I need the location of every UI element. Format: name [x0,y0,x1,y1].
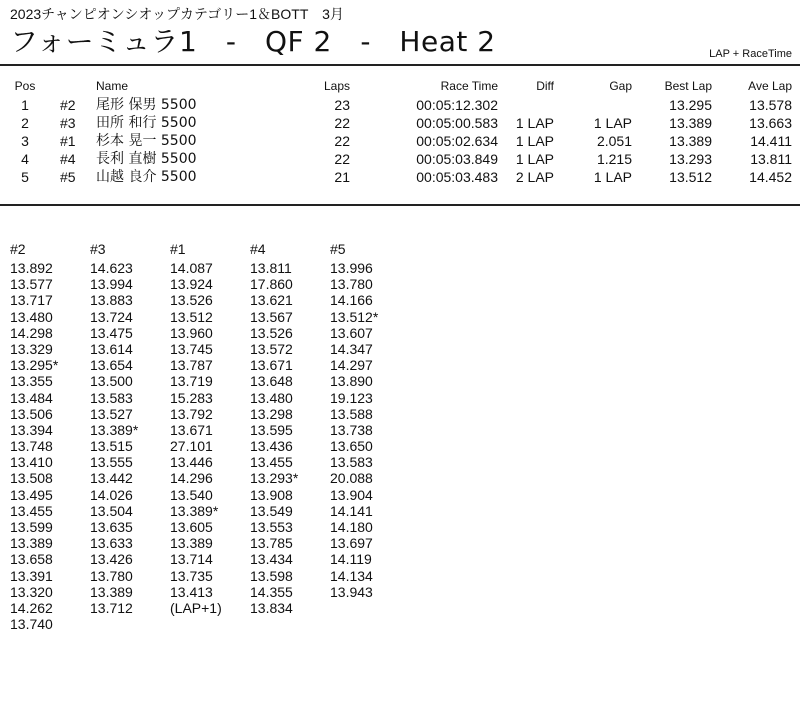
lap-time: 13.553 [250,519,293,535]
lap-time: 13.787 [170,357,213,374]
result-cell-pos: 5 [21,169,29,185]
result-cell-num: #5 [60,169,76,185]
lap-column-label: #3 [90,241,106,257]
lap-time: 13.780 [90,567,133,584]
lap-time: 13.515 [90,438,133,455]
lap-time: 13.512* [330,308,379,325]
lap-time: 13.389* [170,502,219,519]
lap-time: 13.924 [170,276,213,293]
result-cell-gap: 1.215 [596,151,632,167]
result-cell-race-time: 00:05:00.583 [416,115,498,131]
col-laps-header: Laps [323,79,350,93]
lap-time: 13.748 [10,438,53,455]
col-pos-header: Pos [14,79,36,93]
result-row [0,96,800,114]
lap-time: 14.347 [330,340,373,357]
lap-time: 13.329 [10,340,53,357]
lap-time: 13.434 [250,551,293,568]
lap-time: 13.413 [170,583,213,600]
lap-time: 13.595 [250,421,293,438]
lap-time: 14.119 [330,551,372,568]
lap-time: 13.572 [250,340,293,357]
lap-column [10,240,90,632]
lap-time: 13.890 [330,373,373,390]
lap-time: 13.389 [90,583,133,600]
lap-time: 13.583 [90,389,133,406]
lap-time: 13.811 [250,260,292,276]
lap-time: 13.455 [10,502,53,519]
lap-time: 13.745 [170,340,213,357]
lap-time: 13.583 [330,454,373,471]
lap-time: (LAP+1) [170,599,222,616]
lap-column [170,240,250,632]
lap-column-label: #1 [170,241,186,257]
lap-time: 13.512 [170,308,213,325]
lap-time: 13.567 [250,308,293,325]
lap-time: 13.295* [10,357,59,374]
lap-time: 13.484 [10,389,53,406]
lap-time: 13.436 [250,438,293,455]
lap-time: 13.389 [170,535,213,552]
lap-time: 13.298 [250,405,293,422]
lap-time: 13.426 [90,551,133,568]
lap-time: 20.088 [330,470,373,487]
lap-time: 13.614 [90,340,133,357]
result-cell-name: 尾形 保男 5500 [96,97,197,113]
result-cell-ave-lap: 14.411 [750,133,792,149]
lap-time: 13.540 [170,486,213,503]
result-row [0,114,800,132]
lap-time: 13.504 [90,502,133,519]
result-cell-race-time: 00:05:02.634 [416,133,498,149]
lap-time: 13.671 [250,357,293,374]
lap-time: 13.883 [90,292,133,309]
lap-time: 13.526 [170,292,213,309]
lap-time: 14.166 [330,292,373,309]
results-table [0,78,800,186]
result-cell-diff: 1 LAP [515,133,554,149]
lap-column-label: #4 [250,241,266,257]
results-body [0,96,800,186]
result-cell-ave-lap: 13.663 [749,115,792,131]
lap-time: 14.297 [330,357,373,374]
lap-time: 13.527 [90,405,133,422]
lap-time: 13.577 [10,276,53,293]
lap-time: 27.101 [170,438,213,455]
col-gap-header: Gap [609,79,632,93]
lap-time: 13.738 [330,421,373,438]
lap-time: 19.123 [330,389,373,406]
lap-time: 13.735 [170,567,213,584]
lap-time: 13.506 [10,405,53,422]
result-cell-pos: 1 [21,97,29,113]
result-cell-gap: 1 LAP [593,115,632,131]
result-cell-best-lap: 13.389 [669,133,712,149]
lap-time: 13.495 [10,486,53,503]
result-cell-ave-lap: 14.452 [749,169,792,185]
lap-time: 13.714 [170,551,213,568]
lap-time: 13.671 [170,421,213,438]
result-cell-laps: 21 [334,169,350,185]
lap-time: 13.607 [330,324,373,341]
lap-time: 13.892 [10,260,53,276]
lap-time: 13.697 [330,535,373,552]
lap-time: 14.134 [330,567,373,584]
lap-time: 13.442 [90,470,133,487]
result-cell-best-lap: 13.295 [669,97,712,113]
lap-time: 13.480 [10,308,53,325]
lap-time: 14.296 [170,470,213,487]
result-cell-best-lap: 13.512 [669,169,712,185]
lap-time: 14.623 [90,260,133,276]
lap-time: 13.446 [170,454,213,471]
lap-time: 13.500 [90,373,133,390]
result-cell-pos: 2 [21,115,29,131]
result-cell-name: 長利 直樹 5500 [96,151,197,167]
event-caption: 2023チャンピオンシオップカテゴリー1＆BOTT 3月 [10,6,344,22]
lap-time: 13.410 [10,454,53,471]
result-cell-name: 杉本 晃一 5500 [96,133,197,149]
lap-time: 13.588 [330,405,373,422]
result-cell-num: #3 [60,115,76,131]
col-ave-lap-header: Ave Lap [748,79,792,93]
lap-time: 13.635 [90,519,133,535]
lap-time: 13.654 [90,357,133,374]
col-diff-header: Diff [536,79,554,93]
lap-time: 13.598 [250,567,293,584]
title-divider [0,64,800,66]
lap-time: 13.780 [330,276,373,293]
page-title: フォーミュラ1 - QF 2 - Heat 2 [10,25,496,58]
lap-time: 15.283 [170,389,213,406]
result-cell-laps: 22 [334,133,350,149]
lap-time: 14.262 [10,599,53,616]
lap-time: 17.860 [250,276,293,293]
lap-time: 13.633 [90,535,133,552]
results-divider [0,204,800,206]
result-cell-race-time: 00:05:12.302 [416,97,498,113]
lap-column-label: #5 [330,241,346,257]
lap-time: 13.605 [170,519,213,535]
result-cell-diff: 1 LAP [515,151,554,167]
result-cell-diff: 1 LAP [515,115,554,131]
lap-column [330,240,410,632]
lap-time: 13.834 [250,599,293,616]
lap-time: 13.719 [170,373,213,390]
col-race-time-header: Race Time [440,79,498,93]
report-subtitle: LAP + RaceTime [709,48,792,60]
result-cell-laps: 23 [334,97,350,113]
result-cell-laps: 22 [334,151,350,167]
result-cell-race-time: 00:05:03.849 [416,151,498,167]
result-cell-num: #1 [60,133,76,149]
result-cell-name: 田所 和行 5500 [96,115,197,131]
lap-time: 13.599 [10,519,53,535]
lap-time: 13.455 [250,454,293,471]
lap-time: 13.621 [250,292,293,309]
lap-time: 13.994 [90,276,133,293]
result-cell-diff: 2 LAP [515,169,554,185]
lap-time: 13.785 [250,535,293,552]
lap-time: 13.658 [10,551,53,568]
lap-column [90,240,170,632]
result-cell-pos: 4 [21,151,29,167]
lap-time: 13.717 [10,292,53,309]
lap-time: 13.724 [90,308,133,325]
lap-time: 13.355 [10,373,53,390]
lap-time: 14.298 [10,324,53,341]
result-cell-race-time: 00:05:03.483 [416,169,498,185]
lap-time: 13.740 [10,616,53,633]
lap-time: 13.792 [170,405,213,422]
lap-times-grid [10,240,410,632]
result-cell-gap: 2.051 [596,133,632,149]
result-cell-num: #4 [60,151,76,167]
col-best-lap-header: Best Lap [664,79,712,93]
lap-time: 13.904 [330,486,373,503]
result-cell-best-lap: 13.389 [669,115,712,131]
lap-time: 13.549 [250,502,293,519]
lap-time: 13.394 [10,421,53,438]
result-cell-ave-lap: 13.811 [750,151,792,167]
lap-time: 14.180 [330,519,373,535]
lap-time: 13.650 [330,438,373,455]
result-row [0,150,800,168]
lap-time: 14.026 [90,486,133,503]
lap-time: 13.996 [330,260,373,276]
result-cell-pos: 3 [21,133,29,149]
result-cell-ave-lap: 13.578 [749,97,792,113]
lap-time: 13.908 [250,486,293,503]
lap-time: 13.508 [10,470,53,487]
lap-time: 13.943 [330,583,373,600]
col-name-header: Name [96,79,129,93]
lap-time: 13.389 [10,535,53,552]
lap-time: 13.960 [170,324,213,341]
lap-time: 13.391 [10,567,53,584]
lap-time: 13.712 [90,599,133,616]
results-header-row [0,78,800,96]
lap-time: 14.141 [330,502,373,519]
result-cell-name: 山越 良介 5500 [96,169,197,185]
lap-time: 13.526 [250,324,293,341]
result-cell-gap: 1 LAP [593,169,632,185]
lap-time: 14.355 [250,583,293,600]
lap-time: 14.087 [170,260,213,276]
lap-time: 13.648 [250,373,293,390]
lap-time: 13.475 [90,324,133,341]
lap-time: 13.480 [250,389,293,406]
result-cell-laps: 22 [334,115,350,131]
result-row [0,132,800,150]
result-cell-best-lap: 13.293 [669,151,712,167]
lap-column [250,240,330,632]
lap-column-label: #2 [10,241,26,257]
lap-time: 13.320 [10,583,53,600]
lap-time: 13.555 [90,454,133,471]
lap-time: 13.389* [90,421,139,438]
result-row [0,168,800,186]
result-cell-num: #2 [60,97,76,113]
lap-time: 13.293* [250,470,299,487]
